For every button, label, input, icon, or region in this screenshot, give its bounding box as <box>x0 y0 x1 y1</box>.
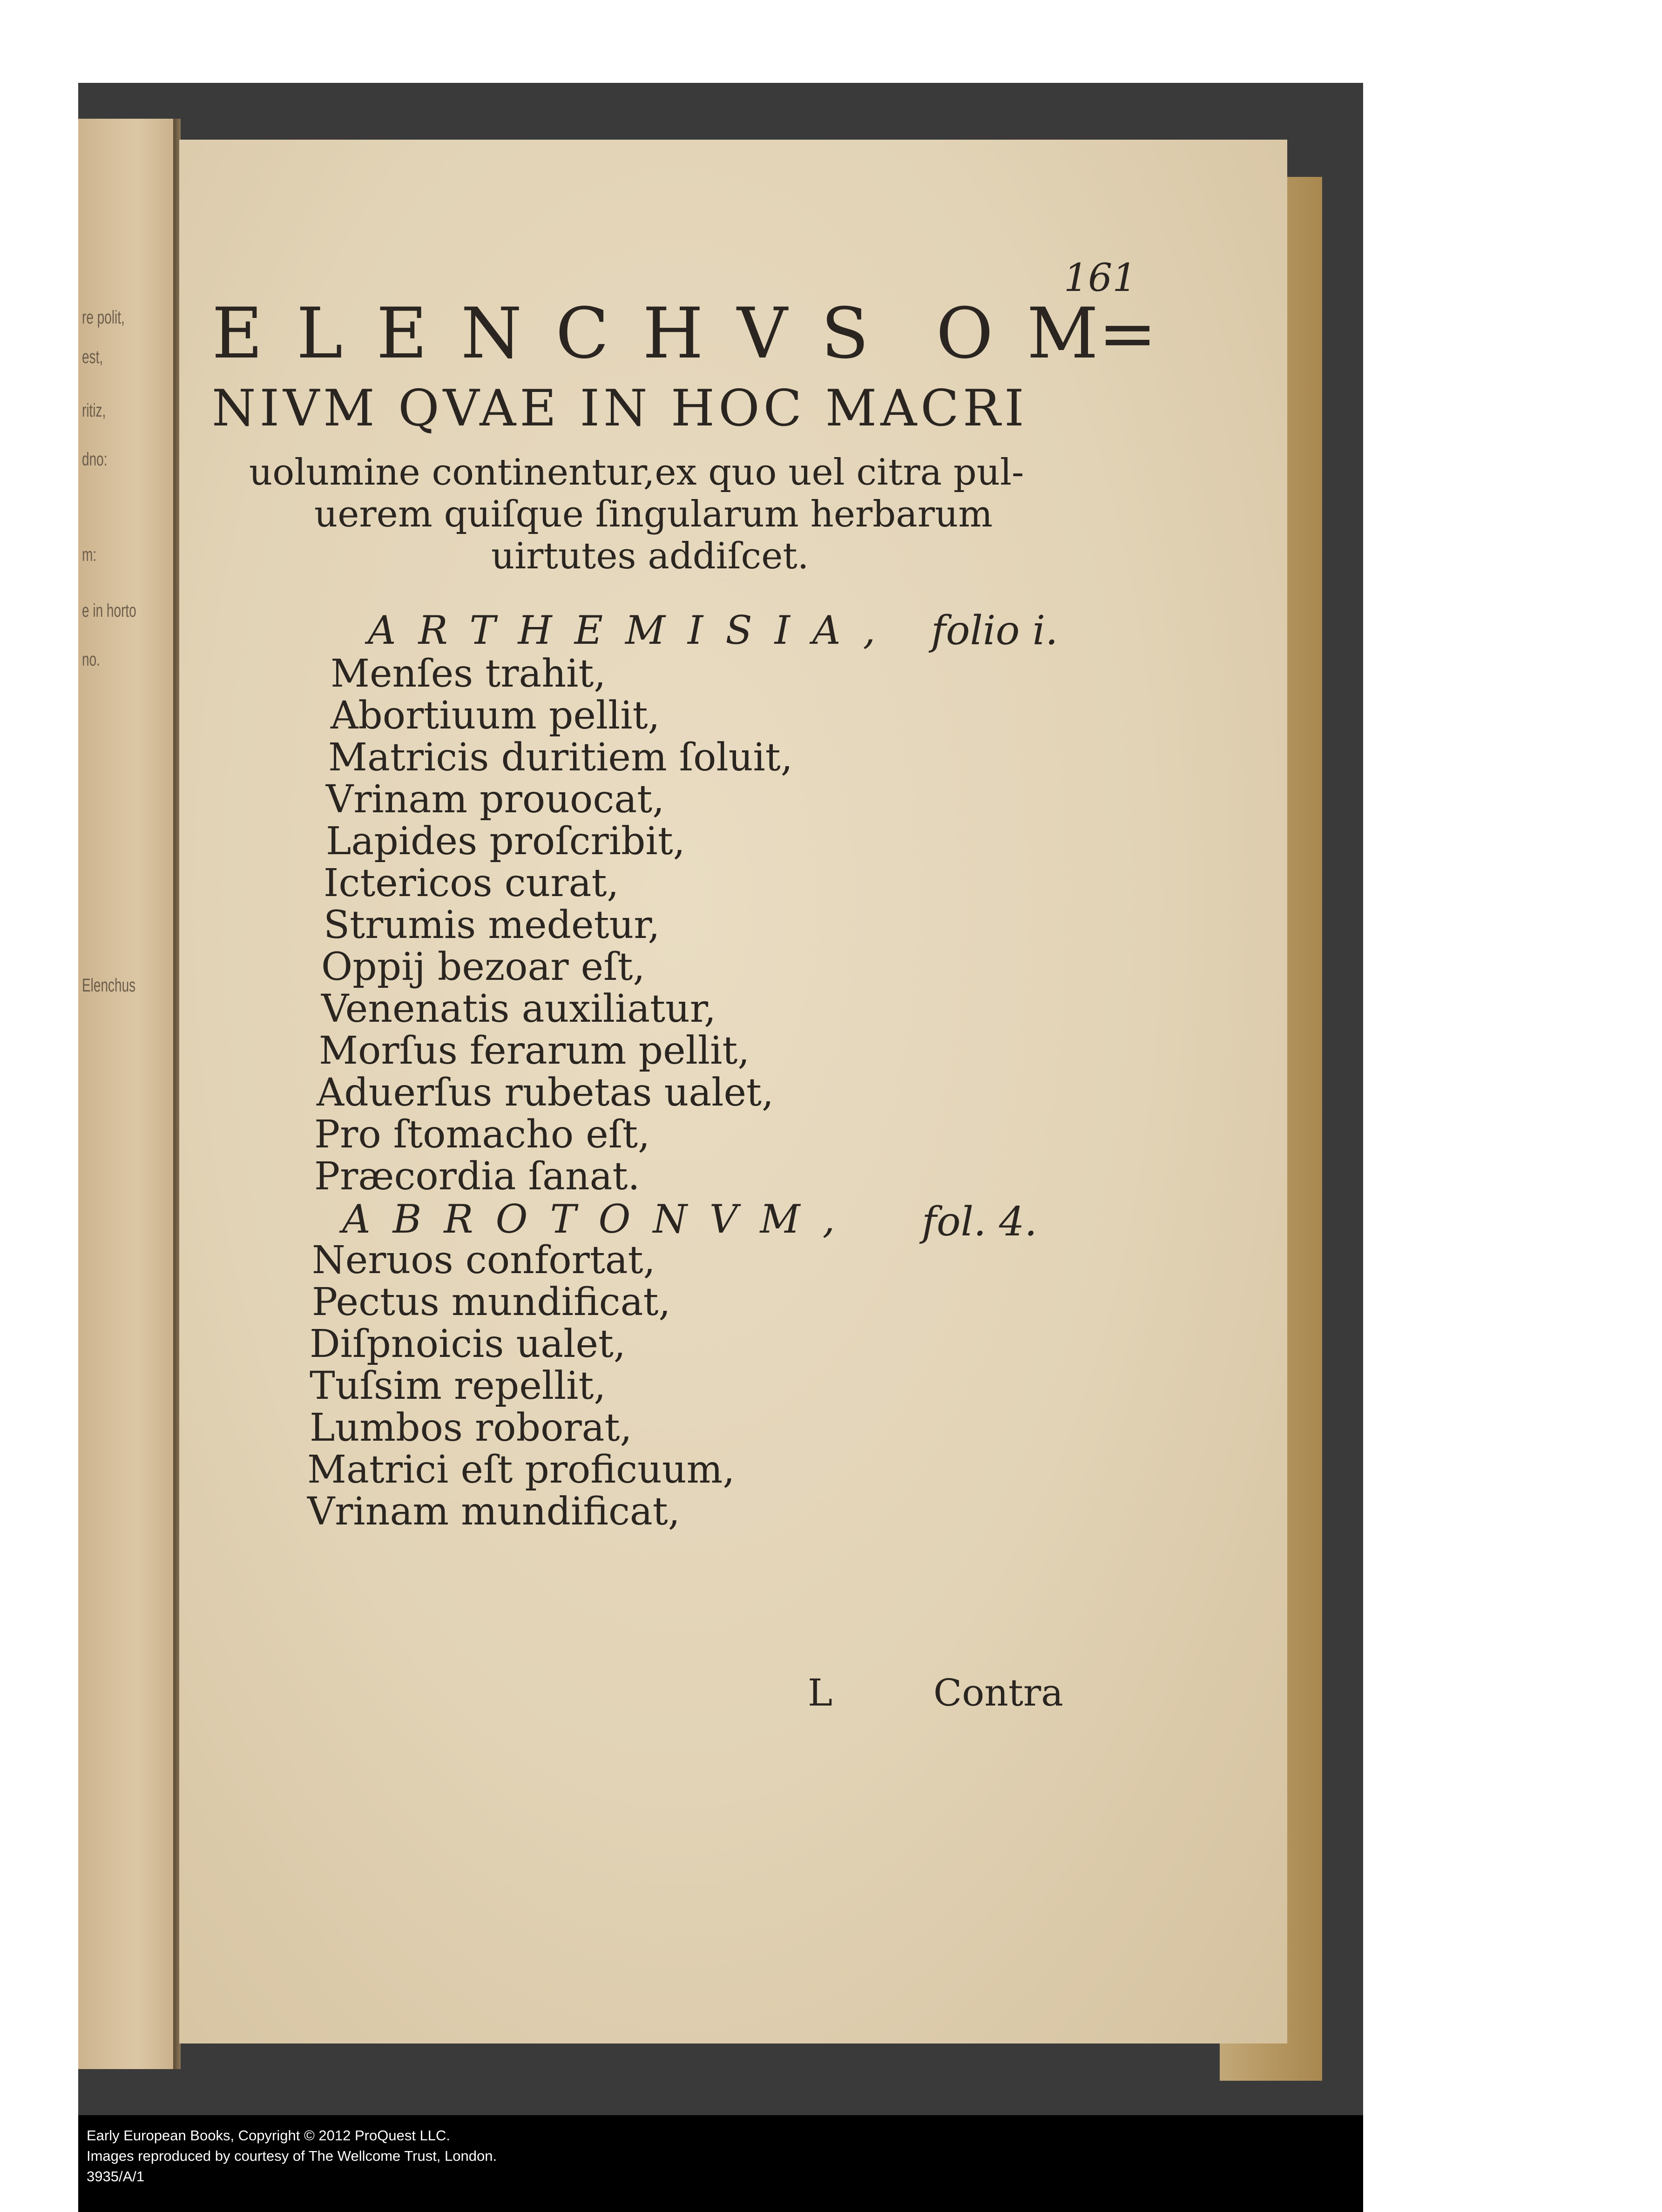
title-letter: L <box>296 293 343 374</box>
entry-line: Vrinam prouocat, <box>326 777 665 822</box>
title-line-1 <box>212 293 1157 374</box>
left-page-fragment: no. <box>82 649 100 670</box>
folio-number: 161 <box>1064 256 1137 300</box>
footer-copyright: Early European Books, Copyright © 2012 ProQuest LLC. <box>87 2127 451 2144</box>
title-letter: O <box>936 293 993 374</box>
entry-line: Venenatis auxiliatur, <box>321 987 716 1031</box>
book-page <box>179 140 1287 2043</box>
left-page-fragment: e in horto <box>82 600 136 621</box>
title-letter: H <box>642 293 703 374</box>
entry-line: Lumbos roborat, <box>310 1406 632 1450</box>
entry-line: Strumis medetur, <box>324 903 660 947</box>
entry-line: Præcordia ſanat. <box>314 1154 640 1199</box>
left-page-fragment: est, <box>82 347 103 367</box>
section-heading: ARTHEMISIA, <box>368 607 898 653</box>
left-page-fragment: re polit, <box>82 307 125 328</box>
title-letter: E <box>376 293 427 374</box>
title-letter: E <box>212 293 263 374</box>
entry-line: Matricis duritiem ſoluit, <box>328 735 793 780</box>
title-line-3: uolumine continentur,ex quo uel citra pul- <box>249 452 1024 493</box>
title-letter: C <box>555 293 609 374</box>
left-page-fragment: m: <box>82 545 97 565</box>
entry-line: Menſes trahit, <box>331 652 606 696</box>
entry-line: Morſus ferarum pellit, <box>319 1029 750 1073</box>
left-page-fragment: ritiz, <box>82 400 106 421</box>
entry-line: Abortiuum pellit, <box>331 694 660 738</box>
footer-shelfmark: 3935/A/1 <box>87 2168 145 2185</box>
title-letter: S <box>821 293 869 374</box>
left-page-fragment: Elenchus <box>82 975 136 996</box>
entry-line: Tuſsim repellit, <box>310 1364 606 1408</box>
entry-line: Lapides proſcribit, <box>326 819 685 863</box>
entry-line: Aduerſus rubetas ualet, <box>317 1071 774 1115</box>
left-page-fragment: dno: <box>82 449 108 470</box>
entry-line: Oppij bezoar eſt, <box>321 945 645 989</box>
entry-line: Diſpnoicis ualet, <box>310 1322 626 1366</box>
title-line-5: uirtutes addiſcet. <box>491 535 809 577</box>
title-letter: V <box>737 293 788 374</box>
copyright-footer <box>78 2115 1363 2212</box>
entry-line: Pro ſtomacho eſt, <box>314 1113 650 1157</box>
section-folio-ref: folio i. <box>931 607 1058 654</box>
facing-page-left <box>78 119 176 2069</box>
entry-line: Pectus mundificat, <box>312 1280 671 1324</box>
entry-line: Ictericos curat, <box>324 861 619 905</box>
section-heading: ABROTONVM, <box>342 1196 858 1242</box>
catchword: Contra <box>933 1671 1063 1714</box>
title-letter: N <box>460 293 522 374</box>
title-line-4: uerem quiſque ſingularum herbarum <box>314 493 993 535</box>
signature-mark: L <box>808 1671 833 1714</box>
section-folio-ref: fol. 4. <box>922 1199 1037 1245</box>
entry-line: Vrinam mundificat, <box>307 1490 680 1534</box>
footer-courtesy: Images reproduced by courtesy of The Wellcome Trust, London. <box>87 2148 497 2164</box>
title-letter: M= <box>1027 293 1157 374</box>
title-line-2: NIVM QVAE IN HOC MACRI <box>212 379 1028 438</box>
entry-line: Neruos confortat, <box>312 1238 655 1282</box>
entry-line: Matrici eſt proficuum, <box>307 1448 735 1492</box>
